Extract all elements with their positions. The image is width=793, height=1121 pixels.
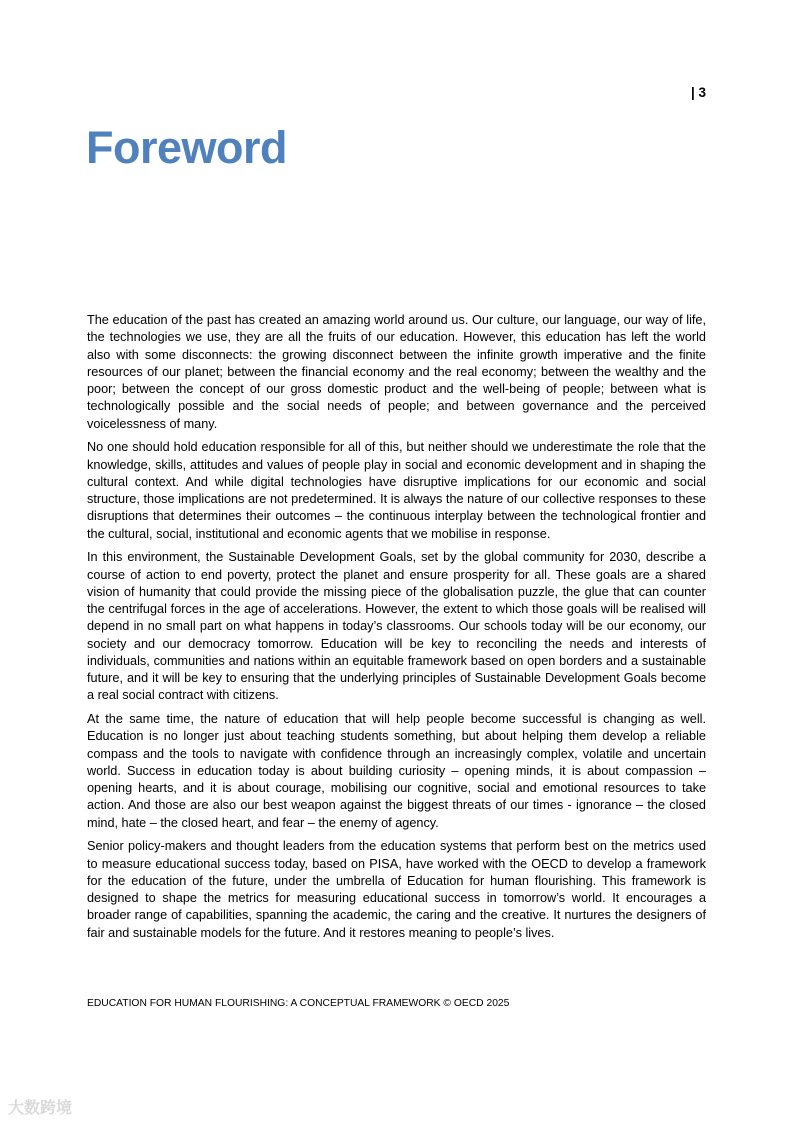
foreword-body (87, 312, 706, 948)
paragraph: Senior policy-makers and thought leaders from the education systems that perform best on the metrics used to measure educational success today, based on PISA, have worked with the OECD to develop a framework for the education of the future, under the umbrella of Education for human flourishing. This framework is designed to shape the metrics for measuring educational success in tomorrow’s world. It encourages a broader range of capabilities, spanning the academic, the caring and the creative. It nurtures the designers of fair and sustainable models for the future. And it restores meaning to people’s lives. (87, 839, 706, 940)
page-footer: EDUCATION FOR HUMAN FLOURISHING: A CONCEPTUAL FRAMEWORK © OECD 2025 (87, 998, 510, 1009)
watermark: 大数跨境 (8, 1100, 73, 1117)
paragraph: No one should hold education responsible for all of this, but neither should we underestimate the role that the knowledge, skills, attitudes and values of people play in social and economic development and in shaping the cultural context. And while digital technologies have disruptive implications for our economic and social structure, those implications are not predetermined. It is always the nature of our collective responses to these disruptions that determines their outcomes – the continuous interplay between the technological frontier and the cultural, social, institutional and economic agents that we mobilise in response. (87, 440, 706, 541)
page-title: Foreword (86, 122, 288, 173)
paragraph: In this environment, the Sustainable Development Goals, set by the global community for 2030, describe a course of action to end poverty, protect the planet and ensure prosperity for all. These goals are a shared vision of humanity that could provide the missing piece of the globalisation puzzle, the glue that can counter the centrifugal forces in the age of accelerations. However, the extent to which those goals will be realised will depend in no small part on what happens in today’s classrooms. Our schools today will be our economy, our society and our democracy tomorrow. Education will be key to reconciling the needs and interests of individuals, communities and nations within an equitable framework based on open borders and a sustainable future, and it will be key to ensuring that the underlying principles of Sustainable Development Goals become a real social contract with citizens. (87, 550, 706, 703)
paragraph: At the same time, the nature of education that will help people become successful is changing as well. Education is no longer just about teaching students something, but about helping them develop a reliable compass and the tools to navigate with confidence through an increasingly complex, volatile and uncertain world. Success in education today is about building curiosity – opening minds, it is about compassion – opening hearts, and it is about courage, mobilising our cognitive, social and emotional resources to take action. And those are also our best weapon against the biggest threats of our times - ignorance – the closed mind, hate – the closed heart, and fear – the enemy of agency. (87, 712, 706, 830)
page-number: | 3 (690, 85, 706, 100)
paragraph: The education of the past has created an amazing world around us. Our culture, our language, our way of life, the technologies we use, they are all the fruits of our education. However, this education has left the world also with some disconnects: the growing disconnect between the infinite growth imperative and the finite resources of our planet; between the financial economy and the real economy; between the wealthy and the poor; between the concept of our gross domestic product and the well-being of people; between what is technologically possible and the social needs of people; and between governance and the perceived voicelessness of many. (87, 313, 706, 431)
